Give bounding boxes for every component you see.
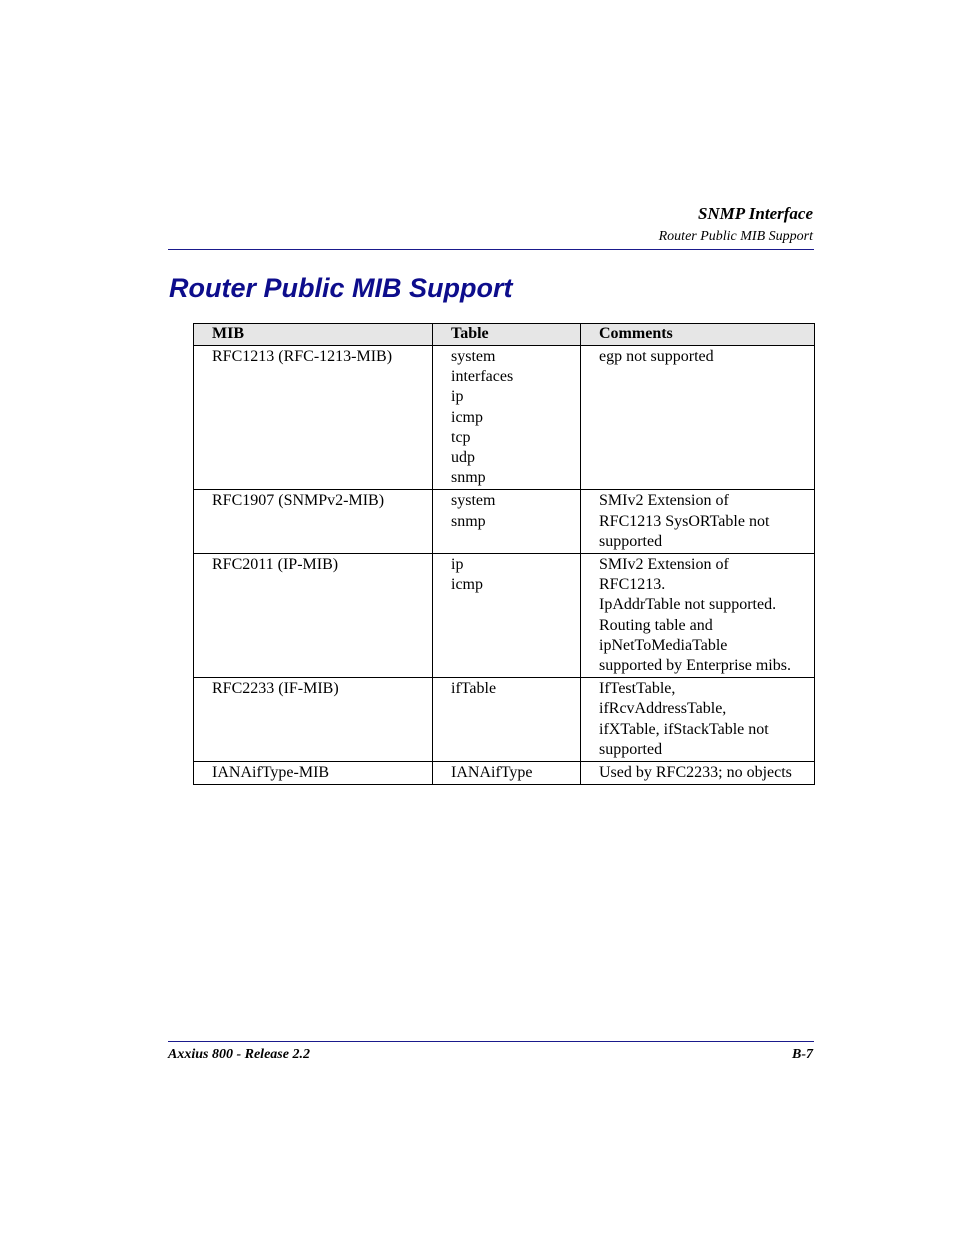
table-name: snmp — [451, 512, 486, 530]
footer-rule — [168, 1041, 814, 1042]
cell-comments — [581, 490, 815, 554]
table-row — [194, 678, 815, 762]
running-header-chapter: SNMP Interface — [697, 204, 813, 223]
cell-mib: RFC1213 (RFC-1213-MIB) — [194, 346, 433, 490]
table-name: system — [451, 348, 496, 365]
cell-mib: RFC2233 (IF-MIB) — [194, 678, 433, 762]
cell-mib: IANAifType-MIB — [194, 762, 433, 785]
cell-mib: RFC1907 (SNMPv2-MIB) — [194, 490, 433, 554]
comment-line: IfTestTable, — [599, 680, 676, 698]
cell-table — [433, 490, 581, 554]
table-name: udp — [451, 449, 475, 467]
table-name: ip — [451, 388, 464, 406]
table-row — [194, 490, 815, 554]
comment-line: supported by Enterprise mibs. — [599, 657, 791, 675]
table-name: system — [451, 492, 496, 510]
comment-line: RFC1213 SysORTable not — [599, 512, 770, 530]
comment-line: Used by RFC2233; no objects — [599, 764, 792, 782]
cell-table — [433, 762, 581, 785]
table-name: ifTable — [451, 680, 497, 698]
comment-line: SMIv2 Extension of — [599, 492, 729, 510]
comment-line: supported — [599, 740, 663, 758]
table-row — [194, 762, 815, 785]
comment-line: IpAddrTable not supported. — [599, 596, 777, 614]
table-name: IANAifType — [451, 764, 533, 782]
footer-product: Axxius 800 - Release 2.2 — [168, 1047, 310, 1062]
page-title: Router Public MIB Support — [169, 273, 513, 303]
cell-comments — [581, 762, 815, 785]
cell-table — [433, 678, 581, 762]
table-row — [194, 346, 815, 490]
comment-line: supported — [599, 532, 663, 550]
cell-comments — [581, 678, 815, 762]
comment-line: Routing table and — [599, 616, 713, 634]
column-header-table: Table — [433, 324, 581, 346]
table-row — [194, 554, 815, 678]
comment-line: SMIv2 Extension of — [599, 556, 729, 574]
cell-comments — [581, 554, 815, 678]
column-header-mib: MIB — [194, 324, 433, 346]
cell-comments — [581, 346, 815, 490]
column-header-comments: Comments — [581, 324, 815, 346]
comment-line: RFC1213. — [599, 576, 666, 594]
table-name: icmp — [451, 576, 483, 594]
cell-table — [433, 346, 581, 490]
table-name: ip — [451, 556, 464, 574]
mib-support-table — [193, 323, 815, 785]
table-name: tcp — [451, 428, 471, 446]
table-header-row — [194, 324, 815, 346]
comment-line: ifRcvAddressTable, — [599, 700, 727, 718]
cell-mib: RFC2011 (IP-MIB) — [194, 554, 433, 678]
running-header-section: Router Public MIB Support — [658, 229, 813, 244]
comment-line: ifXTable, ifStackTable not — [599, 720, 769, 738]
footer-page-number: B-7 — [792, 1047, 813, 1062]
table-name: snmp — [451, 469, 486, 487]
cell-table — [433, 554, 581, 678]
comment-line: ipNetToMediaTable — [599, 636, 728, 654]
table-name: interfaces — [451, 368, 514, 386]
table-name: icmp — [451, 408, 483, 426]
header-rule — [168, 249, 814, 250]
comment-line: egp not supported — [599, 348, 714, 365]
